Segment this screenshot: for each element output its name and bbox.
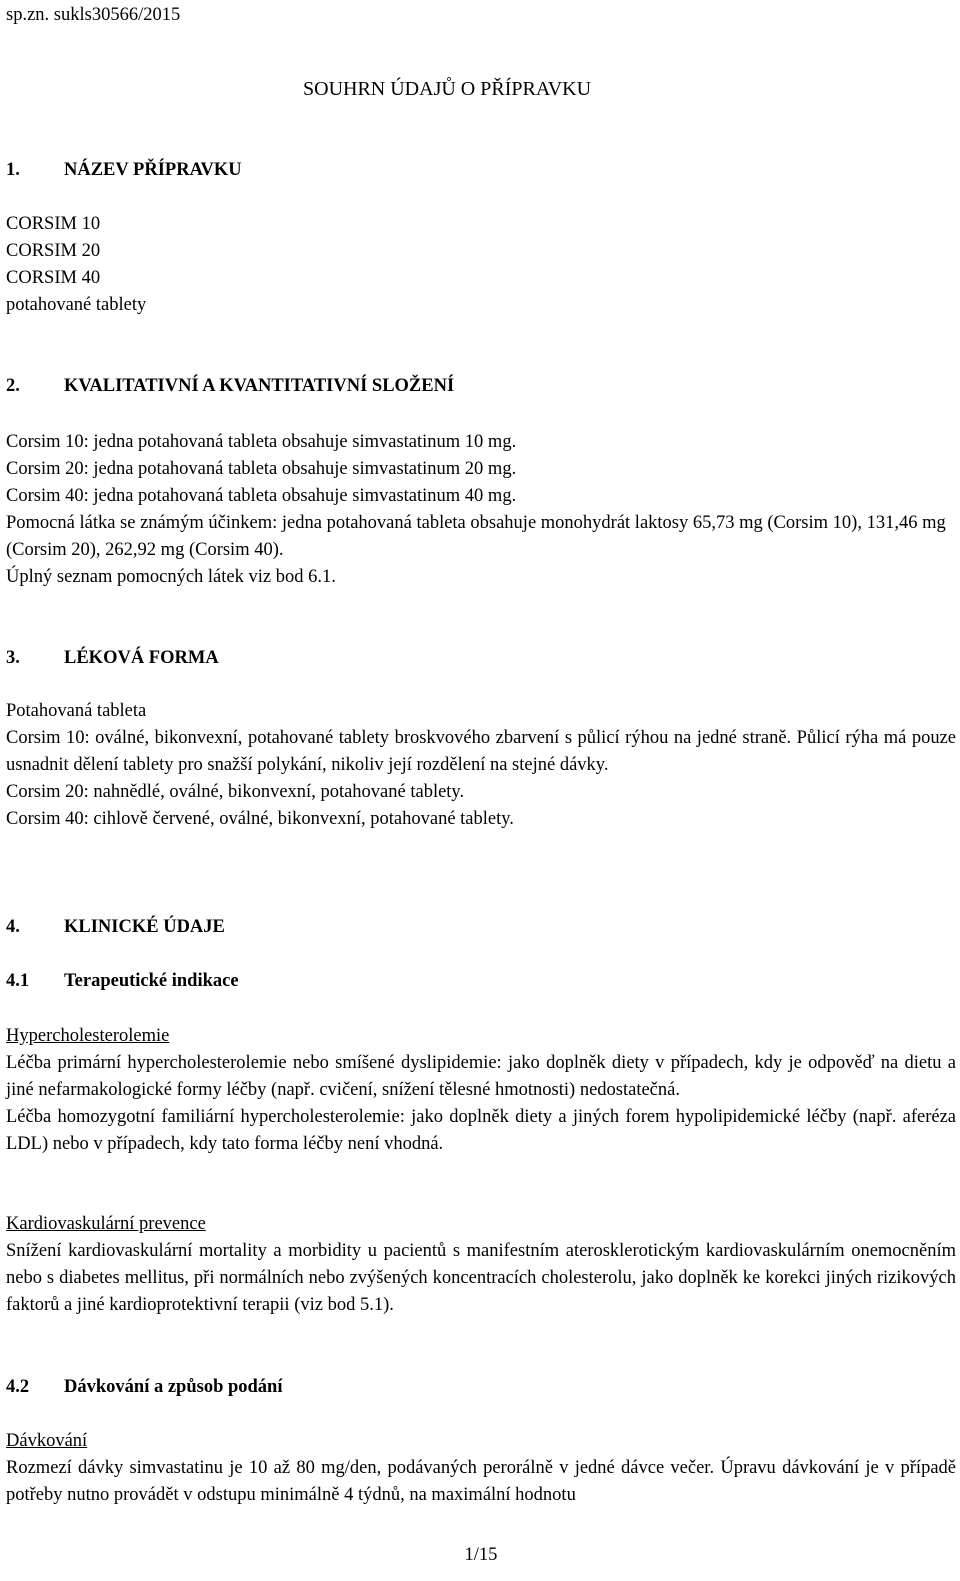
- document-title: SOUHRN ÚDAJŮ O PŘÍPRAVKU: [303, 78, 592, 100]
- paragraph: Léčba primární hypercholesterolemie nebo smíšené dyslipidemie: jako doplněk diety v případech, kdy je odpověď na dietu a jiné nefarmakologické formy léčby (např. cvičení, snížení tělesné hmotnosti) nedostatečná.: [6, 1053, 956, 1100]
- reference-number: sp.zn. sukls30566/2015: [6, 5, 181, 25]
- dosage-form: [6, 698, 956, 833]
- form-desc-40: Corsim 40: cihlově červené, oválné, bikonvexní, potahované tablety.: [6, 809, 514, 829]
- section-4-2-heading: [6, 1374, 956, 1401]
- product-name: CORSIM 20: [6, 241, 101, 261]
- section-2-heading: [6, 373, 956, 400]
- subheading: Hypercholesterolemie: [6, 1026, 170, 1046]
- excipient-list-ref: Úplný seznam pomocných látek viz bod 6.1.: [6, 567, 336, 587]
- excipient-text: Pomocná látka se známým účinkem: jedna potahovaná tableta obsahuje monohydrát laktosy 65,73 mg (Corsim 10), 131,46 mg (Corsim 20), 262,92 mg (Corsim 40).: [6, 513, 946, 560]
- product-name: CORSIM 10: [6, 214, 101, 234]
- section-4-1-heading: [6, 968, 956, 995]
- section-title: LÉKOVÁ FORMA: [64, 648, 219, 668]
- composition: [6, 429, 956, 591]
- section-number: 4.: [6, 917, 20, 937]
- section-number: 1.: [6, 160, 20, 180]
- form-desc-20: Corsim 20: nahnědlé, oválné, bikonvexní, potahované tablety.: [6, 782, 465, 802]
- form-name: Potahovaná tableta: [6, 701, 147, 721]
- section-number: 2.: [6, 376, 20, 396]
- section-title: NÁZEV PŘÍPRAVKU: [64, 160, 242, 180]
- section-1-heading: [6, 157, 956, 184]
- subheading: Dávkování: [6, 1431, 88, 1451]
- form-desc-10: Corsim 10: oválné, bikonvexní, potahované tablety broskvového zbarvení s půlicí rýhou na jedné straně. Půlicí rýha má pouze usnadnit dělení tablety pro snažší polykání, nikoliv její rozdělení na stejné dávky.: [6, 728, 956, 775]
- indication-hypercholesterolemia: [6, 1023, 956, 1158]
- composition-line: Corsim 10: jedna potahovaná tableta obsahuje simvastatinum 10 mg.: [6, 432, 517, 452]
- section-title: Terapeutické indikace: [64, 971, 239, 991]
- section-title: Dávkování a způsob podání: [64, 1377, 283, 1397]
- paragraph: Léčba homozygotní familiární hypercholesterolemie: jako doplněk diety a jiných forem hypolipidemické léčby (např. aferéza LDL) nebo v případech, kdy tato forma léčby není vhodná.: [6, 1107, 956, 1154]
- paragraph: Rozmezí dávky simvastatinu je 10 až 80 mg/den, podávaných perorálně v jedné dávce večer. Úpravu dávkování je v případě potřeby nutno provádět v odstupu minimálně 4 týdnů, na maximální hodnotu: [6, 1458, 956, 1505]
- section-number: 4.2: [6, 1377, 30, 1397]
- section-number: 3.: [6, 648, 20, 668]
- composition-line: Corsim 40: jedna potahovaná tableta obsahuje simvastatinum 40 mg.: [6, 486, 517, 506]
- paragraph: Snížení kardiovaskulární mortality a morbidity u pacientů s manifestním aterosklerotickým kardiovaskulárním onemocněním nebo s diabetes mellitus, při normálních nebo zvýšených koncentracích cholesterolu, jako doplněk ke korekci jiných rizikových faktorů a jiné kardioprotektivní terapii (viz bod 5.1).: [6, 1241, 956, 1315]
- section-3-heading: [6, 645, 956, 672]
- section-title: KLINICKÉ ÚDAJE: [64, 917, 225, 937]
- dosage: [6, 1428, 956, 1509]
- composition-line: Corsim 20: jedna potahovaná tableta obsahuje simvastatinum 20 mg.: [6, 459, 517, 479]
- section-number: 4.1: [6, 971, 30, 991]
- indication-cardio-prevention: [6, 1211, 956, 1319]
- section-title: KVALITATIVNÍ A KVANTITATIVNÍ SLOŽENÍ: [64, 376, 455, 396]
- product-form: potahované tablety: [6, 295, 147, 315]
- page-number: 1/15: [464, 1545, 498, 1565]
- section-4-heading: [6, 914, 956, 941]
- subheading: Kardiovaskulární prevence: [6, 1214, 206, 1234]
- product-names: [6, 211, 956, 319]
- product-name: CORSIM 40: [6, 268, 101, 288]
